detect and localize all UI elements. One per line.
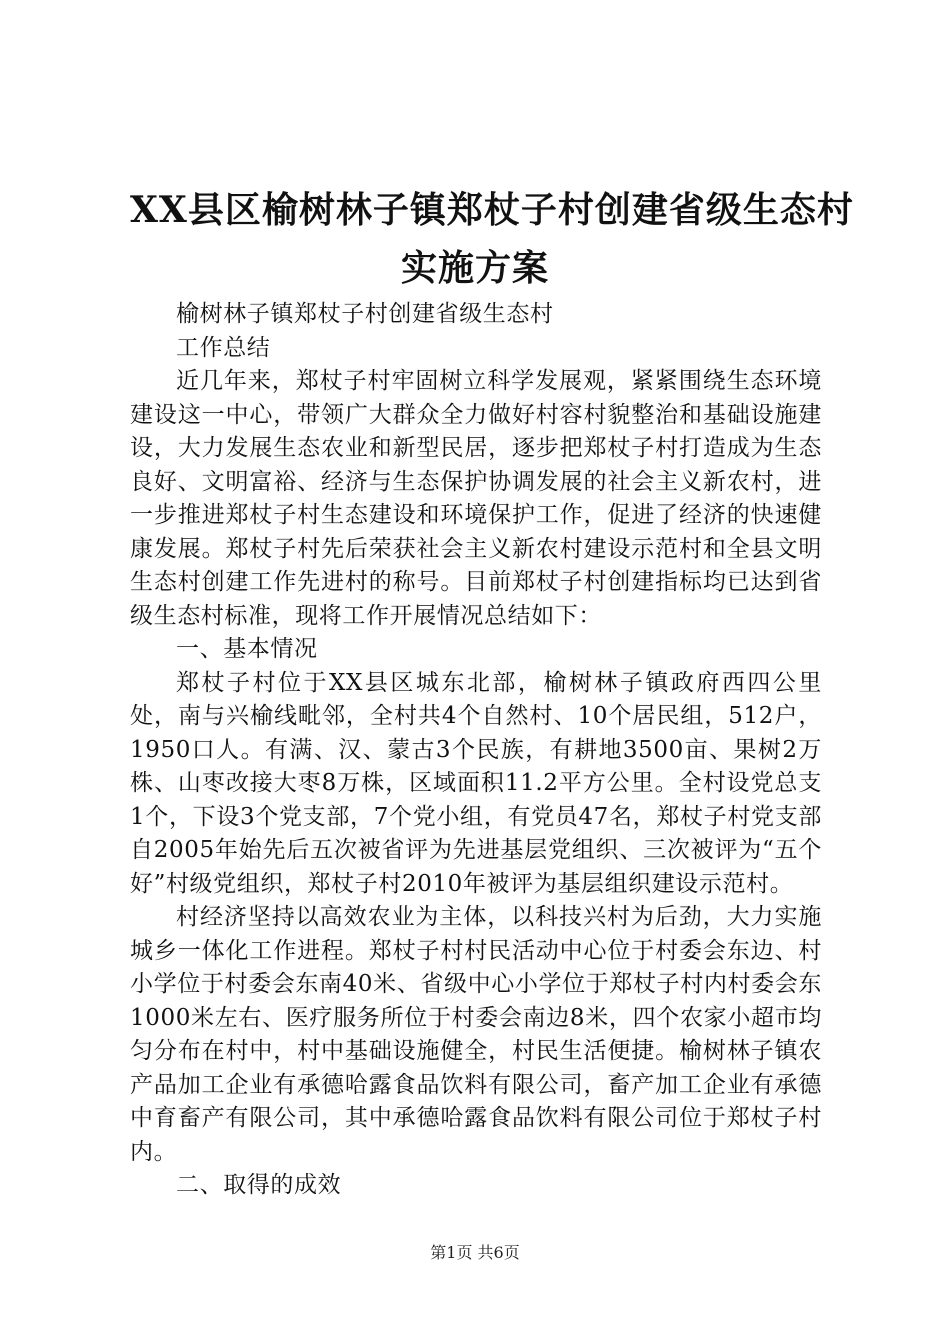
subtitle-line-1: 榆树林子镇郑杖子村创建省级生态村	[176, 301, 554, 327]
document-body	[130, 298, 822, 1203]
subtitle-line-2: 工作总结	[176, 334, 271, 361]
section-heading-basic-situation: 一、基本情况	[176, 636, 318, 662]
section-heading-achievements: 二、取得的成效	[176, 1172, 342, 1198]
document-title-line-2: 实施方案	[400, 247, 549, 289]
paragraph-basic-situation: 郑杖子村位于XX县区城东北部，榆树林子镇政府西四公里处，南与兴榆线毗邻，全村共4个自然村、10个居民组，512户，1950口人。有满、汉、蒙古3个民族，有耕地3500亩、果树2万株、山枣改接大枣8万株，区域面积11.2平方公里。全村设党总支1个，下设3个党支部，7个党小组，有党员47名，郑杖子村党支部自2005年始先后五次被省评为先进基层党组织、三次被评为“五个好”村级党组织，郑杖子村2010年被评为基层组织建设示范村。	[130, 669, 822, 897]
paragraph-economy: 村经济坚持以高效农业为主体，以科技兴村为后劲，大力实施城乡一体化工作进程。郑杖子村村民活动中心位于村委会东边、村小学位于村委会东南40米、省级中心小学位于郑杖子村内村委会东1000米左右、医疗服务所位于村委会南边8米，四个农家小超市均匀分布在村中，村中基础设施健全，村民生活便捷。榆树林子镇农产品加工企业有承德哈露食品饮料有限公司，畜产加工企业有承德中育畜产有限公司，其中承德哈露食品饮料有限公司位于郑杖子村内。	[130, 904, 822, 1165]
document-title-line-1: XX县区榆树林子镇郑杖子村创建省级生态村	[130, 189, 854, 231]
paragraph-intro: 近几年来，郑杖子村牢固树立科学发展观，紧紧围绕生态环境建设这一中心，带领广大群众全力做好村容村貌整治和基础设施建设，大力发展生态农业和新型民居，逐步把郑杖子村打造成为生态良好、文明富裕、经济与生态保护协调发展的社会主义新农村，进一步推进郑杖子村生态建设和环境保护工作，促进了经济的快速健康发展。郑杖子村先后荣获社会主义新农村建设示范村和全县文明生态村创建工作先进村的称号。目前郑杖子村创建指标均已达到省级生态村标准，现将工作开展情况总结如下：	[130, 368, 822, 629]
page-footer: 第1页 共6页	[430, 1243, 520, 1262]
